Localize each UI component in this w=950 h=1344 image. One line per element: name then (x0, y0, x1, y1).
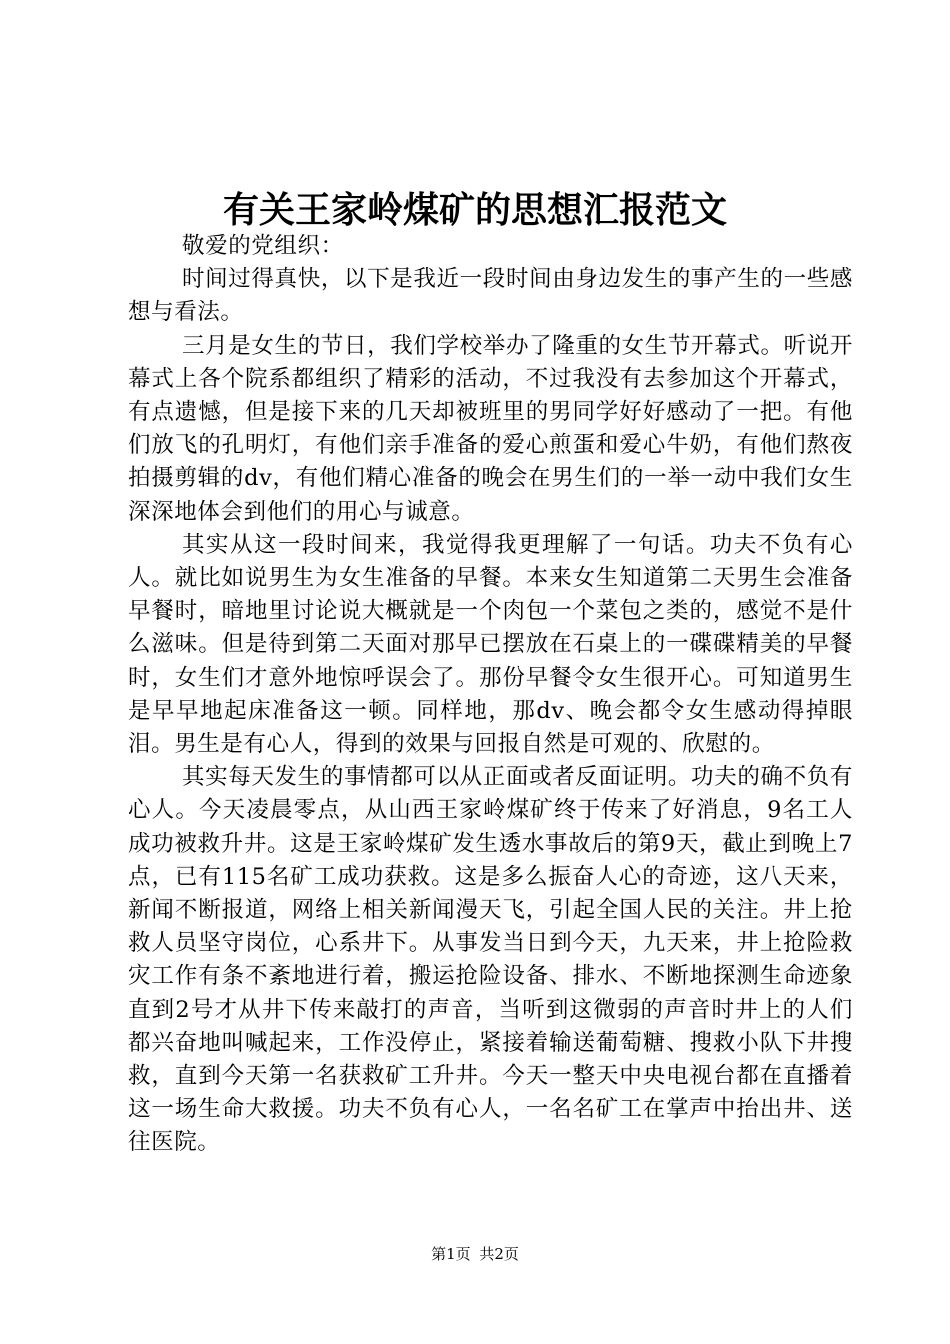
document-body (128, 230, 853, 1160)
paragraph: 其实从这一段时间来，我觉得我更理解了一句话。功夫不负有心人。就比如说男生为女生准备的早餐。本来女生知道第二天男生会准备早餐时，暗地里讨论说大概就是一个肉包一个菜包之类的，感觉不是什么滋味。但是待到第二天面对那早已摆放在石桌上的一碟碟精美的早餐时，女生们才意外地惊呼误会了。那份早餐令女生很开心。可知道男生是早早地起床准备这一顿。同样地，那dv、晚会都令女生感动得掉眼泪。男生是有心人，得到的效果与回报自然是可观的、欣慰的。 (128, 531, 853, 758)
paragraph: 其实每天发生的事情都可以从正面或者反面证明。功夫的确不负有心人。今天凌晨零点，从山西王家岭煤矿终于传来了好消息，9名工人成功被救升井。这是王家岭煤矿发生透水事故后的第9天，截止到晚上7点，已有115名矿工成功获救。这是多么振奋人心的奇迹，这八天来，新闻不断报道，网络上相关新闻漫天飞，引起全国人民的关注。井上抢救人员坚守岗位，心系井下。从事发当日到今天，九天来，井上抢险救灾工作有条不紊地进行着，搬运抢险设备、排水、不断地探测生命迹象直到2号才从井下传来敲打的声音，当听到这微弱的声音时井上的人们都兴奋地叫喊起来，工作没停止，紧接着输送葡萄糖、搜救小队下井搜救，直到今天第一名获救矿工升井。今天一整天中央电视台都在直播着这一场生命大救援。功夫不负有心人，一名名矿工在掌声中抬出井、送往医院。 (128, 764, 853, 1156)
paragraph: 时间过得真快，以下是我近一段时间由身边发生的事产生的一些感想与看法。 (128, 266, 853, 326)
document-title: 有关王家岭煤矿的思想汇报范文 (222, 189, 727, 231)
paragraph: 三月是女生的节日，我们学校举办了隆重的女生节开幕式。听说开幕式上各个院系都组织了精彩的活动，不过我没有去参加这个开幕式，有点遗憾，但是接下来的几天却被班里的男同学好好感动了一把。有他们放飞的孔明灯，有他们亲手准备的爱心煎蛋和爱心牛奶，有他们熬夜拍摄剪辑的dv，有他们精心准备的晚会在男生们的一举一动中我们女生深深地体会到他们的用心与诚意。 (128, 332, 853, 525)
page-footer (0, 1244, 950, 1264)
page-total: 共2页 (479, 1245, 519, 1263)
salutation: 敬爱的党组织： (182, 233, 344, 259)
page-number: 第1页 (431, 1245, 471, 1263)
